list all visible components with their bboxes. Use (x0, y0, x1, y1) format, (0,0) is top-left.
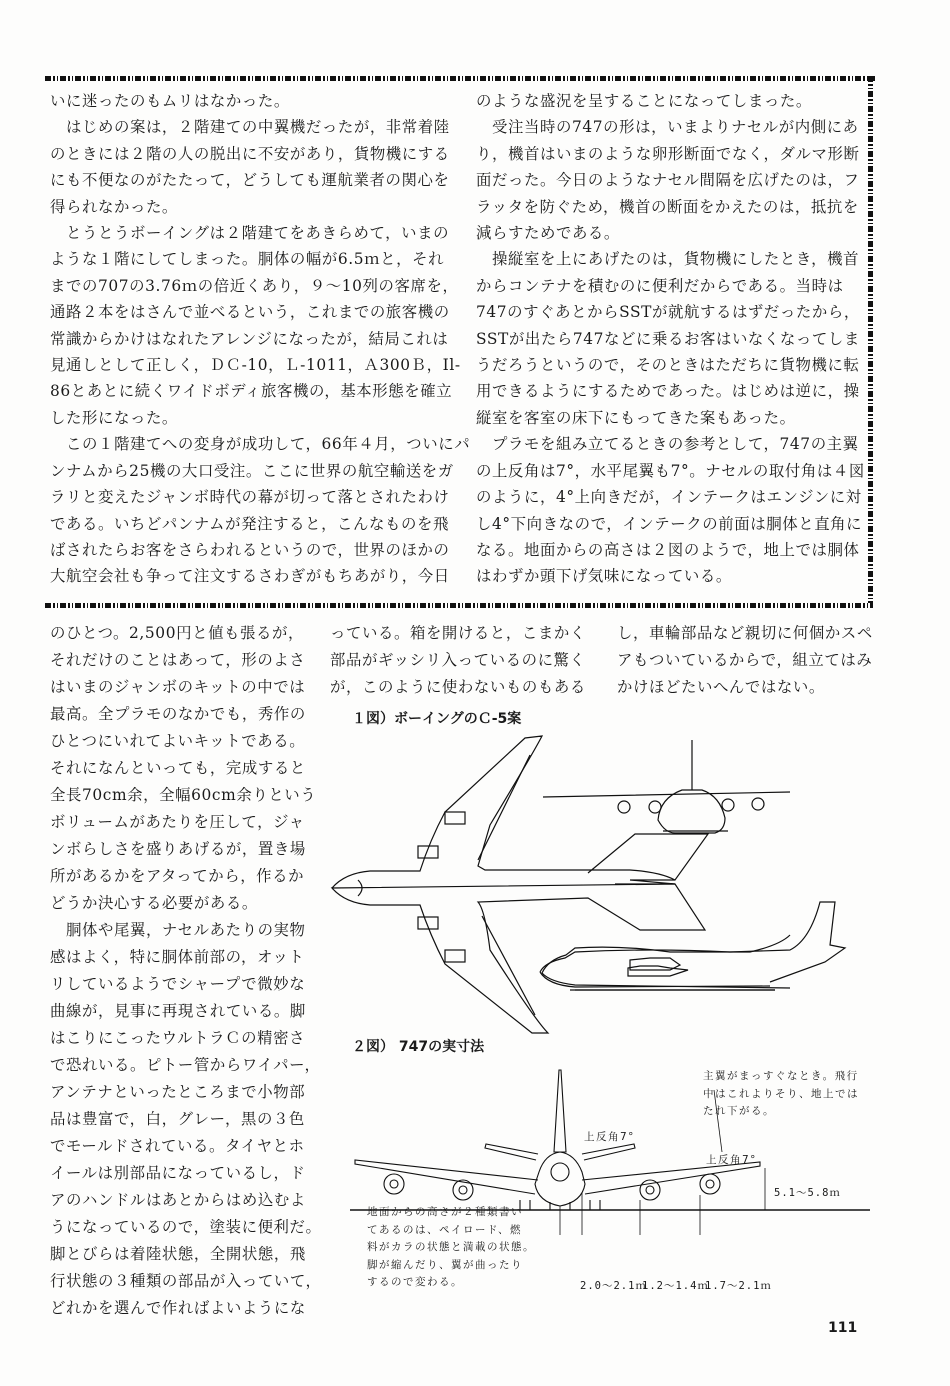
note-line: 地面からの高さが２種類書い (367, 1206, 523, 1218)
text-line: でモールドされている。タイヤとホ (50, 1137, 305, 1155)
text-line: が，このように使わないものもある (330, 678, 586, 696)
text-line: アンテナといったところまで小物部 (50, 1083, 306, 1101)
ground-height-note (367, 1204, 535, 1292)
text-line: っている。箱を開けると，こまかく (330, 624, 586, 642)
text-line: この１階建てへの変身が成功して，66年４月，ついにパ (50, 435, 471, 454)
text-line: はいまのジャンボのキットの中では (50, 678, 306, 696)
text-line: り，機首はいまのような卵形断面でなく，ダルマ形断 (476, 144, 860, 163)
note-line: たれ下がる。 (703, 1105, 775, 1117)
text-line: ラリと変えたジャンボ時代の幕が切って落とされたわけ (50, 488, 450, 507)
text-line: プラモを組み立てるときの参考として，747の主翼 (476, 435, 859, 454)
text-line: のときには２階の人の脱出に不安があり，貨物機にする (50, 144, 450, 163)
text-line: うだろうというので，そのときはただちに貨物機に転 (476, 356, 860, 375)
text-line: 操縦室を上にあげたのは，貨物機にしたとき，機首 (476, 250, 860, 269)
text-line: ボリュームがあたりを圧して，ジャ (50, 813, 305, 831)
note-line: 中はこれよりそり、地上では (703, 1087, 859, 1100)
page-number: 111 (828, 1320, 858, 1336)
text-line: ンボらしさを盛りあげるが，置き場 (50, 840, 306, 858)
figure1-c5-side-tail (530, 890, 860, 1000)
text-line: ような１階にしてしまった。胴体の幅が6.5ｍと，それ (50, 250, 445, 269)
text-line: 減らすためである。 (476, 224, 620, 243)
dim-fuselage-height: 2.0～2.1ｍ (580, 1280, 647, 1292)
dihedral-label-tail: 上反角7° (584, 1131, 635, 1143)
text-line: 曲線が，見事に再現されている。脚 (50, 1002, 306, 1020)
text-line: にも不便なのがたたって，どうしても運航業者の関心を (50, 171, 450, 190)
note-line: てあるのは、ペイロード、燃 (367, 1223, 523, 1236)
text-line: かけほどたいへんではない。 (617, 678, 825, 696)
text-line: で恐れいる。ピトー管からワイパー， (50, 1056, 321, 1074)
text-line: リしているようでシャープで微妙な (50, 975, 306, 993)
text-line: 全長70cm余，全幅60cm余りという (50, 786, 317, 804)
text-line: 縦室を客室の床下にもってきた案もあった。 (476, 408, 796, 427)
text-line: 最高。全プラモのなかでも，秀作の (50, 705, 306, 723)
note-line: するので変わる。 (367, 1276, 463, 1288)
box-border-right (868, 76, 873, 608)
lower-right-column (617, 620, 877, 701)
text-line: 受注当時の747の形は，いまよりナセルが内側にあ (476, 118, 859, 137)
upper-right-column (476, 88, 865, 590)
box-border-bottom (45, 603, 873, 608)
text-line: 所があるかをアタってから，作るか (50, 867, 305, 885)
text-line: 常識からかけはなれたアレンジになったが，結局これは (50, 329, 449, 348)
text-line: 86とあとに続くワイドボディ旅客機の，基本形態を確立 (50, 382, 453, 401)
text-line: 行状態の３種類の部品が入っていて， (50, 1272, 322, 1290)
text-line: うになっているので，塗装に便利だ。 (50, 1218, 322, 1236)
c5-front-view (543, 740, 790, 833)
text-line: からコンテナを積むのに便利だからである。当時は (476, 276, 844, 295)
text-line: はわずか頭下げ気味になっている。 (476, 567, 732, 586)
text-line: なる。地面からの高さは２図のようで，地上では胴体 (476, 540, 860, 559)
text-line: 大航空会社も争って注文するさわぎがもちあがり，今日 (50, 567, 450, 586)
dim-outer-engine-height: 1.7～2.1ｍ (705, 1280, 772, 1292)
text-line: アのハンドルはあとからはめ込むよ (50, 1191, 306, 1209)
text-line: 面だった。今日のようなナセル間隔を広げたのは，フ (476, 171, 860, 190)
note-line: 主翼がまっすぐなとき。飛行 (703, 1070, 859, 1082)
text-line: ラッタを防ぐため，機首の断面をかえたのは，抵抗を (476, 197, 859, 216)
text-line: のように，4°上向きだが，インテークはエンジンに対 (476, 488, 862, 507)
text-line: 用できるようにするためであった。はじめは逆に，操 (476, 382, 860, 401)
text-line: はこりにこったウルトラＣの精密さ (50, 1029, 306, 1047)
figure2-caption: ２図） 747の実寸法 (352, 1039, 485, 1055)
wing-straight-note (703, 1068, 859, 1121)
text-line: である。いちどパンナムが発注すると，こんなものを飛 (50, 514, 449, 533)
lower-left-column (50, 620, 320, 1322)
text-line: の上反角は7°，水平尾翼も7°。ナセルの取付角は４図 (476, 461, 865, 480)
text-line: ンナムから25機の大口受注。ここに世界の航空輸送をガ (50, 461, 454, 480)
text-line: アもついているからで，組立てはみ (617, 651, 873, 669)
note-line: 料がカラの状態と満載の状態。 (367, 1241, 535, 1253)
figure1-caption: １図）ボーイングのＣ-5案 (352, 711, 522, 727)
text-line: 部品がギッシリ入っているのに驚く (330, 651, 586, 669)
text-line: ばされたらお客をさらわれるというので，世界のほかの (50, 540, 450, 559)
text-line: し4°下向きなので，インテークの前面は胴体と直角に (476, 514, 863, 533)
dim-wingtip-height: 5.1～5.8ｍ (774, 1187, 841, 1199)
text-line: それだけのことはあって，形のよさ (50, 651, 306, 669)
text-line: ひとつにいれてよいキットである。 (50, 732, 306, 750)
text-line: までの707の3.76ｍの倍近くあり，９～10列の客席を， (50, 276, 459, 295)
text-line: いに迷ったのもムリはなかった。 (50, 92, 290, 110)
text-line: 747のすぐあとからSSTが就航するはずだったから， (476, 303, 860, 322)
text-line: SSTが出たら747などに乗るお客はいなくなってしま (476, 329, 860, 348)
dim-inner-engine-height: 1.2～1.4ｍ (642, 1280, 709, 1292)
text-line: 通路２本をはさんで並べるという，これまでの旅客機の (50, 303, 450, 322)
text-line: どれかを選んで作ればよいようにな (50, 1299, 306, 1317)
text-line: どうか決心する必要がある。 (50, 894, 258, 912)
text-line: のような盛況を呈することになってしまった。 (476, 92, 812, 110)
lower-middle-column (330, 620, 600, 701)
box-border-top (45, 76, 875, 81)
text-line: 胴体や尾翼，ナセルあたりの実物 (50, 921, 306, 939)
text-line: 得られなかった。 (50, 197, 178, 216)
dihedral-label-wing: 上反角7° (706, 1154, 757, 1166)
note-line: 脚が縮んだり、翼が曲ったり (367, 1258, 523, 1271)
text-line: 見通しとして正しく，ＤＣ-10，Ｌ-1011，Ａ300Ｂ，Il- (50, 356, 461, 375)
text-line: とうとうボーイングは２階建てをあきらめて，いまの (50, 224, 450, 243)
text-line: 感はよく，特に胴体前部の，オット (50, 948, 305, 966)
text-line: はじめの案は，２階建ての中翼機だったが，非常着陸 (50, 118, 450, 137)
text-line: それになんといっても，完成すると (50, 759, 306, 777)
text-line: イールは別部品になっているし，ド (50, 1164, 306, 1182)
text-line: した形になった。 (50, 408, 178, 427)
text-line: 品は豊富で，白，グレー，黒の３色 (50, 1110, 305, 1128)
text-line: し，車輪部品など親切に何個かスペ (617, 624, 873, 642)
text-line: 脚とびらは着陸状態，全開状態，飛 (50, 1245, 306, 1263)
text-line: のひとつ。2,500円と値も張るが， (50, 624, 305, 642)
upper-left-column (50, 88, 471, 590)
